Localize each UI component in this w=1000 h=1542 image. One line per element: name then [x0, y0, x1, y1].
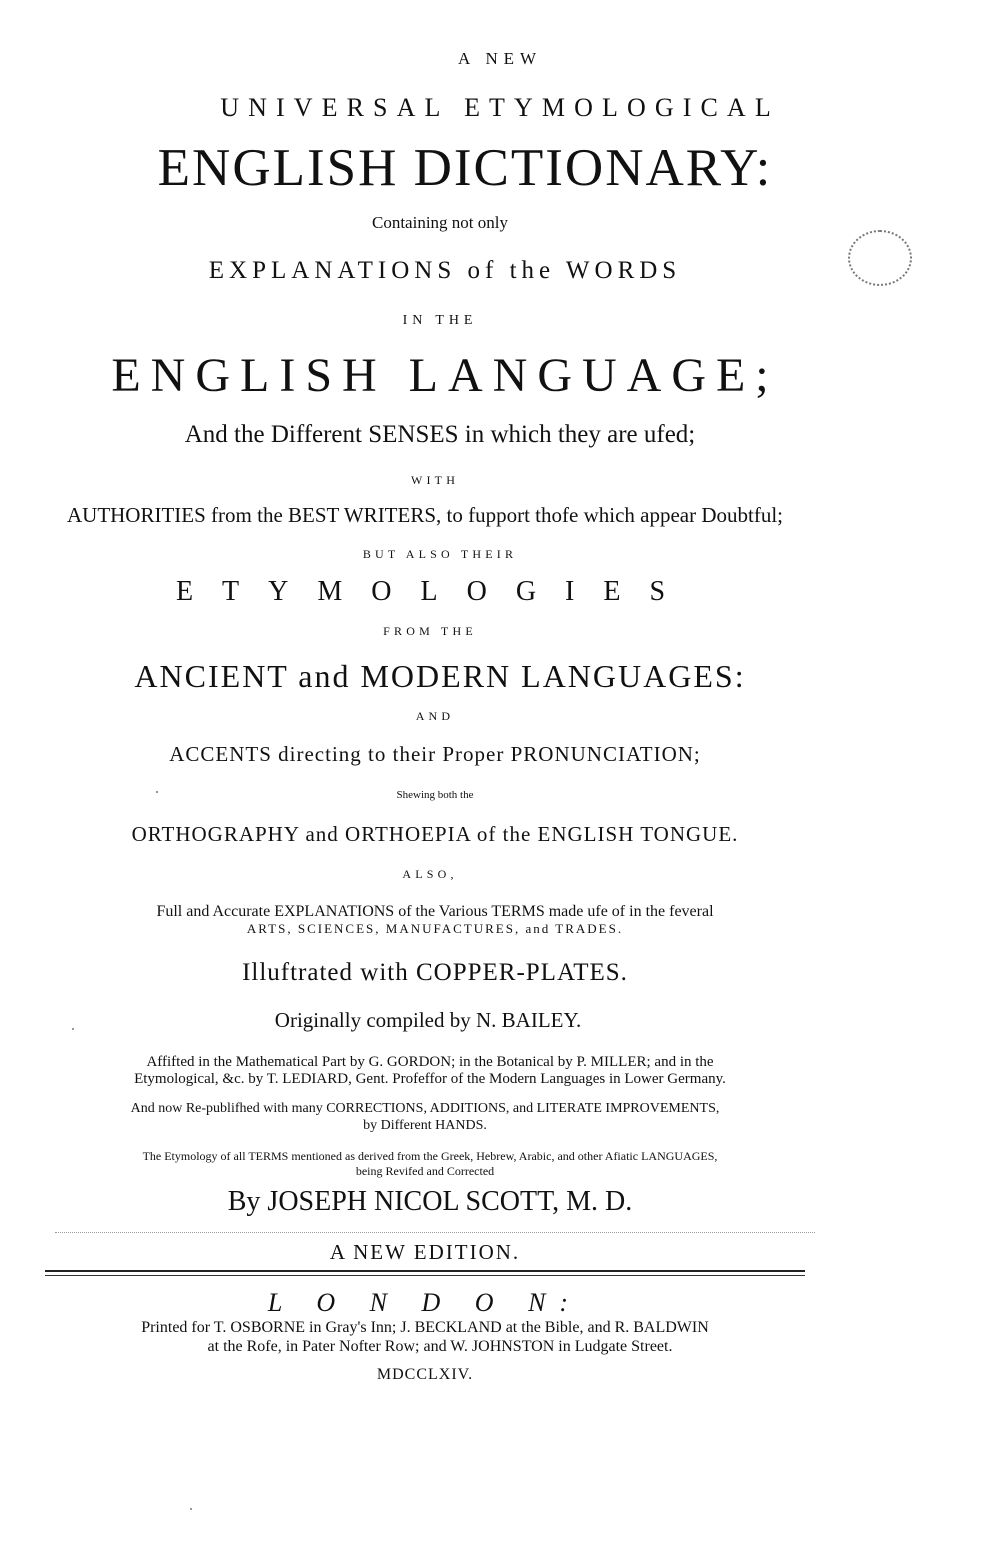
line-accents-pronunciation: ACCENTS directing to their Proper PRONUNCIATION; [169, 742, 701, 766]
line-printed-1: Printed for T. OSBORNE in Gray's Inn; J. BECKLAND at the Bible, and R. BALDWIN [141, 1319, 709, 1336]
line-a-new-edition: A NEW EDITION. [329, 1240, 521, 1264]
line-from-the: FROM THE [383, 624, 477, 638]
line-republished-2: by Different HANDS. [363, 1118, 487, 1133]
dotted-divider [55, 1232, 815, 1233]
line-full-accurate-2: ARTS, SCIENCES, MANUFACTURES, and TRADES. [246, 921, 624, 936]
line-etymology-2: being Revifed and Corrected [355, 1164, 495, 1178]
line-a-new: A NEW [457, 49, 543, 68]
double-rule-bottom [45, 1275, 805, 1276]
line-originally-compiled: Originally compiled by N. BAILEY. [274, 1008, 582, 1032]
line-english-language: ENGLISH LANGUAGE; [111, 349, 779, 402]
line-ancient-and-modern-languages: ANCIENT and MODERN LANGUAGES: [134, 658, 746, 694]
line-authorities: AUTHORITIES from the BEST WRITERS, to fupport thofe which appear Doubtful; [66, 503, 784, 527]
line-different-senses: And the Different SENSES in which they are ufed; [184, 421, 696, 448]
line-in-the: IN THE [402, 313, 478, 328]
line-english-dictionary: ENGLISH DICTIONARY: [157, 139, 773, 197]
double-rule-top [45, 1270, 805, 1272]
line-by-joseph-nicol-scott: By JOSEPH NICOL SCOTT, M. D. [227, 1186, 633, 1217]
line-full-accurate-1: Full and Accurate EXPLANATIONS of the Various TERMS made ufe of in the feveral [156, 903, 714, 920]
line-republished-1: And now Re-publifhed with many CORRECTIONS, ADDITIONS, and LITERATE IMPROVEMENTS, [130, 1101, 720, 1116]
line-and: AND [415, 709, 455, 723]
line-london: L O N D O N: [267, 1288, 583, 1317]
line-assisted-1: Affifted in the Mathematical Part by G. GORDON; in the Botanical by P. MILLER; and in the [146, 1054, 714, 1070]
line-containing-not-only: Containing not only [372, 213, 508, 232]
page-speck [190, 1508, 192, 1510]
line-printed-2: at the Rofe, in Pater Nofter Row; and W. JOHNSTON in Ludgate Street. [207, 1338, 673, 1355]
page-speck [156, 791, 158, 793]
line-etymologies: ETYMOLOGIES [175, 576, 695, 607]
line-universal-etymological: UNIVERSAL ETYMOLOGICAL [220, 93, 780, 122]
line-with: WITH [410, 473, 460, 487]
line-but-also-their: BUT ALSO THEIR [362, 547, 518, 561]
line-etymology-1: The Etymology of all TERMS mentioned as derived from the Greek, Hebrew, Arabic, and other Afiatic LANGUAGES, [142, 1149, 718, 1163]
page-speck [72, 1028, 74, 1030]
line-orthography-orthoepia: ORTHOGRAPHY and ORTHOEPIA of the ENGLISH TONGUE. [131, 822, 739, 846]
line-also: ALSO, [402, 867, 458, 881]
line-shewing-both-the: Shewing both the [396, 789, 474, 801]
line-year: MDCCLXIV. [376, 1366, 474, 1383]
line-assisted-2: Etymological, &c. by T. LEDIARD, Gent. Profeffor of the Modern Languages in Lower Germany. [134, 1071, 726, 1087]
line-illustrated-copper-plates: Illuftrated with COPPER-PLATES. [242, 959, 628, 986]
line-explanations-of-the-words: EXPLANATIONS of the WORDS [208, 257, 682, 284]
